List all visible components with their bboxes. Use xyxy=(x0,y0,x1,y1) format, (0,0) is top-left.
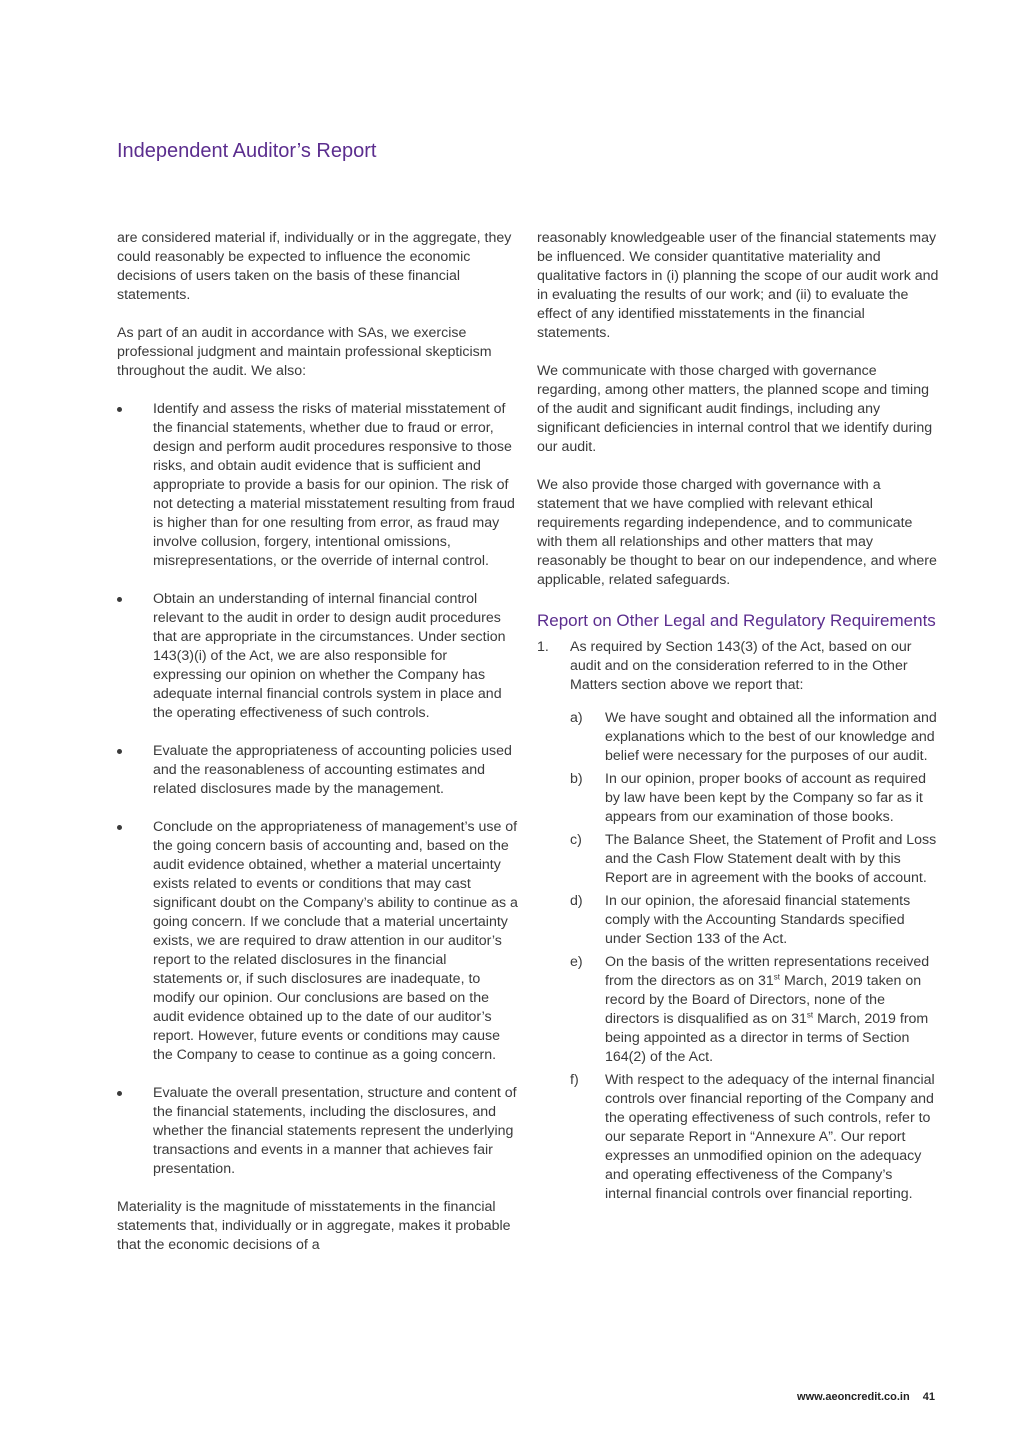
bullet-icon xyxy=(117,825,122,830)
superscript: st xyxy=(773,972,780,982)
bullet-list xyxy=(117,400,519,1179)
website-link[interactable]: www.aeoncredit.co.in xyxy=(797,1391,910,1403)
list-item xyxy=(117,742,519,799)
item-number: 1. xyxy=(537,639,549,655)
list-item xyxy=(117,1084,519,1179)
sub-item-marker: e) xyxy=(570,954,583,970)
sub-item-text-part: March, 2019 from being appointed as a director in terms of Section 164(2) of the Act. xyxy=(605,1011,929,1065)
list-item-text: Conclude on the appropriateness of management’s use of the going concern basis of accounting and, based on the audit evidence obtained, whether a material uncertainty exists related to events or conditions that may cast significant doubt on the Company’s ability to continue as a going concern. If we conclude that a material uncertainty exists, we are required to draw attention in our auditor’s report to the related disclosures in the financial statements or, if such disclosures are inadequate, to modify our opinion. Our conclusions are based on the audit evidence obtained up to the date of our auditor’s report. However, future events or conditions may cause the Company to cease to continue as a going concern. xyxy=(153,819,518,1063)
paragraph: As part of an audit in accordance with SAs, we exercise professional judgment and maintain professional skepticism throughout the audit. We also: xyxy=(117,325,492,379)
bullet-icon xyxy=(117,749,122,754)
sub-item xyxy=(570,709,939,766)
paragraph: We communicate with those charged with governance regarding, among other matters, the planned scope and timing of the audit and significant audit findings, including any significant deficiencies in internal control that we identify during our audit. xyxy=(537,363,933,455)
sub-item-marker: f) xyxy=(570,1072,579,1088)
sub-item-text: In our opinion, proper books of account as required by law have been kept by the Company so far as it appears from our examination of those books. xyxy=(605,771,926,825)
sub-item-marker: c) xyxy=(570,832,582,848)
bullet-icon xyxy=(117,407,122,412)
paragraph: are considered material if, individually or in the aggregate, they could reasonably be expected to influence the economic decisions of users taken on the basis of these financial statements. xyxy=(117,230,512,303)
sub-item-marker: d) xyxy=(570,893,583,909)
sub-item xyxy=(570,892,939,949)
sub-item-text: In our opinion, the aforesaid financial statements comply with the Accounting Standards specified under Section 133 of the Act. xyxy=(605,893,911,947)
sub-item-text xyxy=(605,954,929,1065)
list-item xyxy=(117,590,519,723)
sub-item-text-part: On the basis of the written representations received from the directors as on 31 xyxy=(605,954,930,989)
left-column xyxy=(117,229,519,1255)
item-text: As required by Section 143(3) of the Act, based on our audit and on the consideration referred to in the Other Matters section above we report that: xyxy=(570,639,912,693)
paragraph: reasonably knowledgeable user of the financial statements may be influenced. We consider quantitative materiality and qualitative factors in (i) planning the scope of our audit work and in evaluating the results of our work; and (ii) to evaluate the effect of any identified misstatements in the financial statements. xyxy=(537,230,939,341)
sub-item xyxy=(570,770,939,827)
list-item-text: Identify and assess the risks of material misstatement of the financial statements, whether due to fraud or error, design and perform audit procedures responsive to those risks, and obtain audit evidence that is sufficient and appropriate to provide a basis for our opinion. The risk of not detecting a material misstatement resulting from fraud is higher than for one resulting from error, as fraud may involve collusion, forgery, intentional omissions, misrepresentations, or the override of internal control. xyxy=(153,401,515,569)
list-item xyxy=(117,400,519,571)
superscript: st xyxy=(806,1010,814,1020)
sub-item-text-part: March, 2019 taken on record by the Board of Directors, none of the directors is disqualified as on 31 xyxy=(605,973,922,1027)
list-item xyxy=(117,818,519,1065)
sub-item xyxy=(570,1071,939,1204)
bullet-icon xyxy=(117,597,122,602)
page-title: Independent Auditor’s Report xyxy=(117,140,377,162)
paragraph: Materiality is the magnitude of misstatements in the financial statements that, individually or in aggregate, makes it probable that the economic decisions of a xyxy=(117,1199,511,1253)
page-number: 41 xyxy=(922,1391,935,1403)
bullet-icon xyxy=(117,1091,122,1096)
right-column xyxy=(537,229,939,1208)
sub-item-marker: a) xyxy=(570,710,583,726)
paragraph: We also provide those charged with governance with a statement that we have complied with relevant ethical requirements regarding independence, and to communicate with them all relationships and other matters that may reasonably be thought to bear on our independence, and where applicable, related safeguards. xyxy=(537,477,937,588)
numbered-item xyxy=(537,638,939,695)
page-footer xyxy=(797,1391,935,1403)
list-item-text: Evaluate the appropriateness of accounting policies used and the reasonableness of accounting estimates and related disclosures made by the management. xyxy=(153,743,512,797)
sub-item-text: We have sought and obtained all the information and explanations which to the best of our knowledge and belief were necessary for the purposes of our audit. xyxy=(605,710,937,764)
sub-item-text: With respect to the adequacy of the internal financial controls over financial reporting of the Company and the operating effectiveness of such controls, refer to our separate Report in “Annexure A”. Our report expresses an unmodified opinion on the adequacy and operating effectiveness of the Company’s internal financial controls over financial reporting. xyxy=(605,1072,935,1202)
section-heading: Report on Other Legal and Regulatory Requirements xyxy=(537,611,936,630)
list-item-text: Obtain an understanding of internal financial control relevant to the audit in order to design audit procedures that are appropriate in the circumstances. Under section 143(3)(i) of the Act, we are also responsible for expressing our opinion on whether the Company has adequate internal financial controls system in place and the operating effectiveness of such controls. xyxy=(153,591,506,721)
sub-list xyxy=(570,709,939,1204)
sub-item xyxy=(570,953,939,1067)
list-item-text: Evaluate the overall presentation, structure and content of the financial statements, including the disclosures, and whether the financial statements represent the underlying transactions and events in a manner that achieves fair presentation. xyxy=(153,1085,517,1177)
sub-item-marker: b) xyxy=(570,771,583,787)
sub-item-text: The Balance Sheet, the Statement of Profit and Loss and the Cash Flow Statement dealt with by this Report are in agreement with the books of account. xyxy=(605,832,937,886)
sub-item xyxy=(570,831,939,888)
